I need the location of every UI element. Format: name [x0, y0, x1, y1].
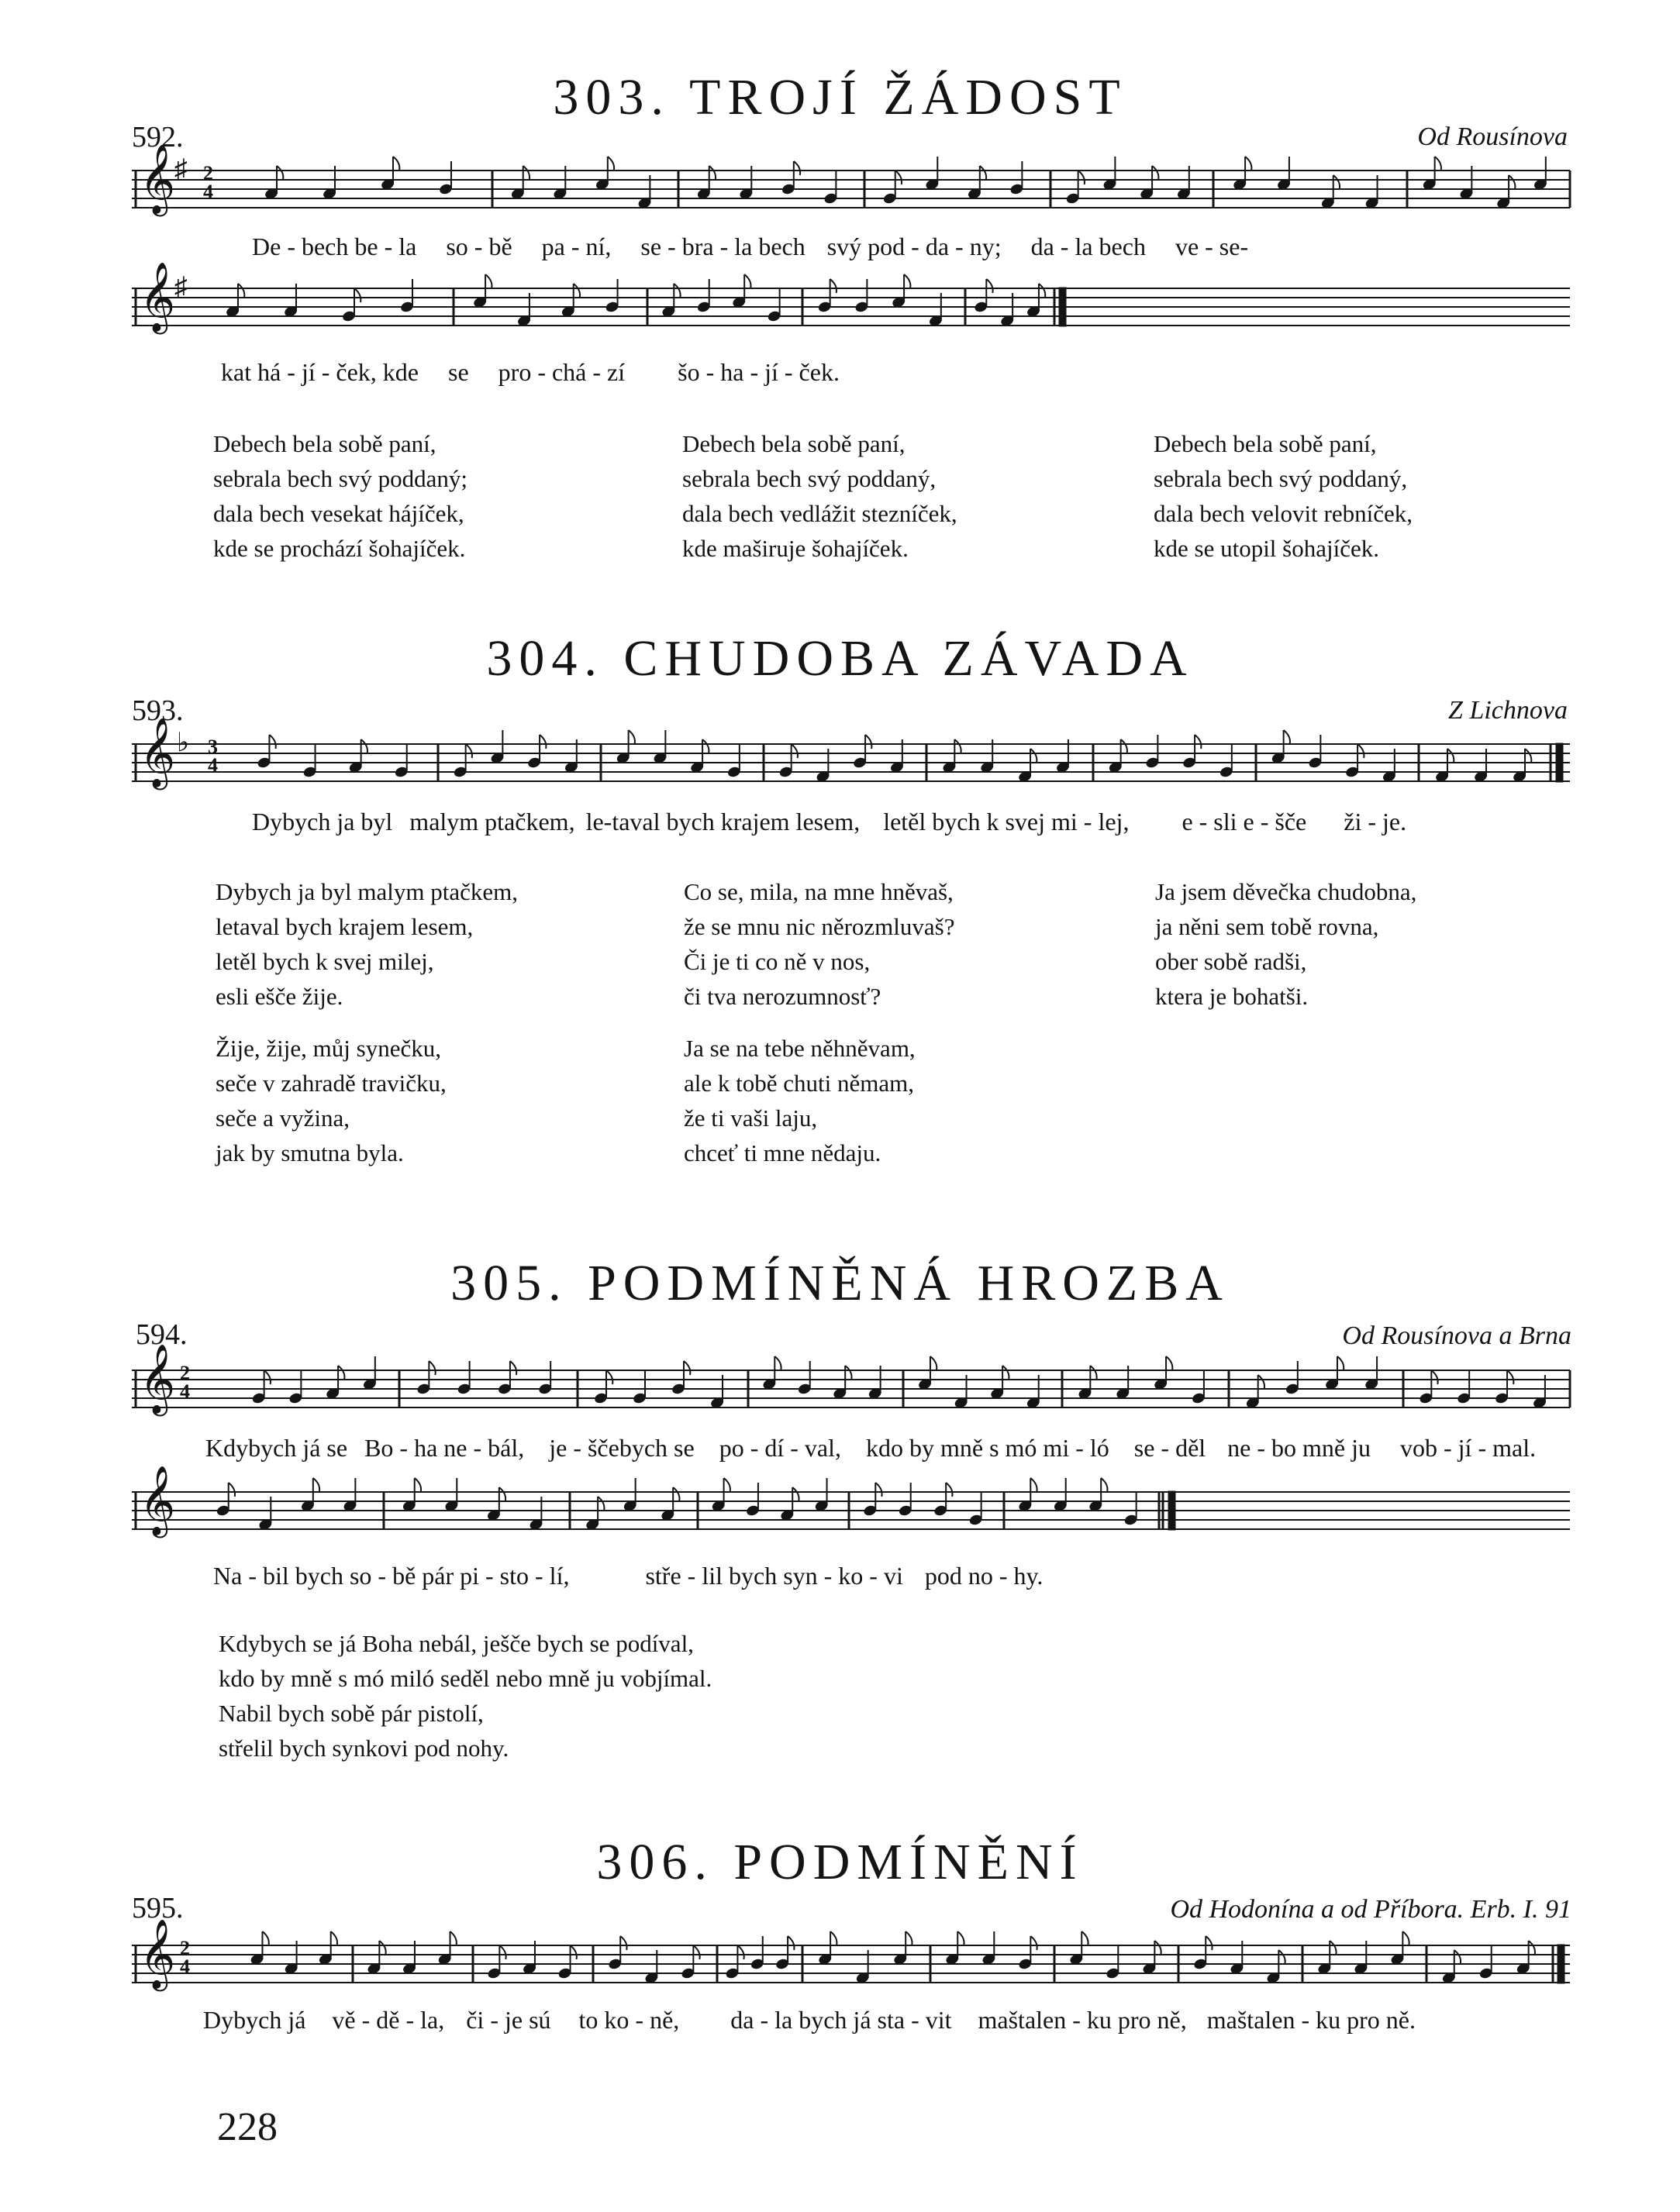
note-flag — [980, 166, 986, 180]
clef-treble-icon: 𝄞 — [140, 145, 176, 212]
note-flag — [1030, 1936, 1037, 1950]
note-flag — [269, 735, 275, 749]
note-flag — [1402, 1931, 1409, 1945]
song-title: 306. PODMÍNĚNÍ — [596, 1834, 1084, 1890]
note-flag — [904, 274, 910, 288]
note-flag — [354, 288, 360, 302]
stanza: Ja jsem děvečka chudobna, ja něni sem tobě rovna, ober sobě radši, ktera je bohatši. — [1155, 878, 1417, 1010]
note-flag — [1337, 1356, 1344, 1370]
note-flag — [264, 1370, 271, 1384]
note-flag — [1431, 1370, 1437, 1384]
note-flag — [338, 1366, 344, 1380]
note-flag — [629, 730, 635, 744]
note-flag — [895, 171, 902, 184]
note-flag — [845, 1366, 851, 1380]
time-signature: 2 4 — [180, 1937, 190, 1978]
note-flag — [608, 157, 614, 171]
notes-group — [225, 274, 1045, 327]
music-staff — [128, 155, 1574, 233]
note-flag — [774, 1356, 781, 1370]
melody-number: 594. — [136, 1318, 188, 1351]
note-flag — [1166, 1356, 1172, 1370]
note-flag — [1195, 735, 1201, 749]
note-flag — [1152, 166, 1158, 180]
music-staff — [128, 1476, 1574, 1554]
time-signature: 3 4 — [208, 736, 218, 777]
note-flag — [906, 1931, 912, 1945]
note-flag — [792, 744, 798, 758]
note-flag — [598, 1497, 604, 1511]
time-signature: 2 4 — [180, 1362, 190, 1403]
lyric-line: Kdybych já se Bo - ha ne - bál, je - ščebych se po - dí - val, kdo by mně s mó mi - ló se - děl ne - bo mně ju vob - jí - mal. — [205, 1434, 1537, 1462]
note-flag — [1284, 730, 1290, 744]
note-flag — [957, 1931, 964, 1945]
music-staff — [128, 1355, 1574, 1432]
note-flag — [523, 166, 530, 180]
lyric-line: Dybych ja byl malym ptačkem, le-taval bych krajem lesem, letěl bych k svej mi - lej, e - sli e - šče ži - je. — [252, 808, 1407, 836]
note-flag — [946, 1483, 952, 1497]
note-flag — [724, 1478, 730, 1492]
note-flag — [238, 284, 244, 298]
page-number: 228 — [217, 2105, 278, 2149]
lyric-line: De - bech be - la so - bě pa - ní, se - bra - la bech svý pod - da - ny; da - la bech ve - se- — [252, 233, 1249, 260]
note-flag — [450, 1931, 457, 1945]
lyric-line: Na - bil bych so - bě pár pi - sto - lí, stře - lil bych syn - ko - vi pod no - hy. — [213, 1562, 1044, 1590]
note-flag — [1154, 1941, 1161, 1955]
clef-treble-icon: 𝄞 — [140, 1920, 176, 1987]
note-flag — [986, 279, 992, 293]
notes-group — [250, 1931, 1535, 1984]
note-flag — [1039, 284, 1045, 298]
note-flag — [1509, 175, 1515, 189]
note-flag — [930, 1356, 937, 1370]
stanza: Debech bela sobě paní, sebrala bech svý poddaný, dala bech velovit rebníček, kde se utopil šohajíček. — [1154, 430, 1413, 562]
note-flag — [830, 1931, 837, 1945]
note-flag — [571, 1945, 577, 1959]
note-flag — [1002, 1366, 1009, 1380]
note-flag — [954, 739, 961, 753]
note-flag — [1206, 1936, 1212, 1950]
note-flag — [499, 1945, 505, 1959]
stanza: Debech bela sobě paní, sebrala bech svý poddaný, dala bech vedlážit stezníček, kde maširuje šohajíček. — [682, 430, 957, 562]
note-flag — [429, 1361, 435, 1375]
clef-treble-icon: 𝄞 — [140, 263, 176, 330]
lyric-line: kat há - jí - ček, kde se pro - chá - zí šo - ha - jí - ček. — [221, 358, 840, 386]
note-flag — [1357, 744, 1364, 758]
note-flag — [1529, 1941, 1535, 1955]
key-signature: ♭ — [177, 729, 190, 757]
note-flag — [1333, 175, 1340, 189]
note-flag — [229, 1483, 235, 1497]
note-flag — [1101, 1478, 1107, 1492]
stanza: Kdybych se já Boha nebál, ješče bych se podíval, kdo by mně s mó miló seděl nebo mně ju vobjímal. Nabil bych sobě pár pistolí, střelil bych synkovi pod nohy. — [219, 1630, 712, 1762]
clef-treble-icon: 𝄞 — [140, 1345, 176, 1412]
note-flag — [277, 166, 283, 180]
notes-group — [216, 1478, 1138, 1531]
note-flag — [1090, 1366, 1096, 1380]
note-flag — [709, 166, 716, 180]
note-flag — [1454, 1950, 1461, 1964]
note-flag — [574, 284, 580, 298]
note-flag — [1525, 749, 1531, 763]
melody-number: 592. — [132, 121, 184, 153]
notes-group — [251, 1356, 1547, 1409]
note-flag — [415, 1478, 421, 1492]
note-flag — [702, 739, 709, 753]
music-staff — [128, 729, 1574, 806]
song-source: Od Rousínova a Brna — [1342, 1321, 1571, 1350]
lyric-line: Dybych já vě - dě - la, či - je sú to ko - ně, da - la bych já sta - vit maštalen - ku pro ně, maštalen - ku pro ně. — [203, 2006, 1416, 2034]
note-flag — [1078, 171, 1085, 184]
note-flag — [794, 161, 800, 175]
note-flag — [1330, 1941, 1336, 1955]
song-source: Od Hodonína a od Příbora. Erb. I. 91 — [1170, 1895, 1571, 1924]
note-flag — [510, 1361, 516, 1375]
song-source: Od Rousínova — [1417, 122, 1568, 151]
note-flag — [830, 279, 837, 293]
stanza: Žije, žije, můj synečku, seče v zahradě travičku, seče a vyžina, jak by smutna byla. — [216, 1035, 447, 1166]
note-flag — [693, 1945, 699, 1959]
melody-number: 593. — [132, 694, 184, 727]
note-flag — [379, 1941, 385, 1955]
note-flag — [744, 274, 750, 288]
clef-treble-icon: 𝄞 — [140, 1466, 176, 1534]
song-title: 304. CHUDOBA ZÁVADA — [486, 630, 1194, 687]
clef-treble-icon: 𝄞 — [140, 718, 176, 786]
note-flag — [540, 735, 546, 749]
note-flag — [262, 1931, 268, 1945]
note-flag — [875, 1483, 881, 1497]
note-flag — [1278, 1950, 1285, 1964]
stanza: Co se, mila, na mne hněvaš, že se mnu nic něrozmluvaš? Či je ti co ně v nos, či tva nerozumnosť? — [684, 878, 955, 1010]
song-source: Z Lichnova — [1448, 696, 1568, 725]
note-flag — [485, 274, 492, 288]
note-flag — [606, 1370, 612, 1384]
note-flag — [499, 1487, 505, 1501]
note-flag — [684, 1361, 690, 1375]
note-flag — [331, 1931, 337, 1945]
key-signature: ♯ — [174, 155, 188, 184]
notes-group — [257, 730, 1531, 783]
notes-group — [264, 157, 1547, 209]
note-flag — [393, 157, 399, 171]
stanza: Dybych ja byl malym ptačkem, letaval bych krajem lesem, letěl bych k svej milej, esli ešče žije. — [216, 878, 518, 1010]
music-staff — [128, 1930, 1574, 2007]
note-flag — [1258, 1375, 1264, 1389]
note-flag — [792, 1487, 799, 1501]
note-flag — [1447, 749, 1454, 763]
note-flag — [466, 744, 472, 758]
song-title: 305. PODMÍNĚNÁ HROZBA — [450, 1255, 1230, 1311]
song-title: 303. TROJÍ ŽÁDOST — [553, 69, 1127, 126]
note-flag — [1030, 749, 1037, 763]
note-flag — [865, 735, 871, 749]
time-signature: 2 4 — [203, 162, 213, 203]
note-flag — [1245, 157, 1251, 171]
note-flag — [673, 1487, 679, 1501]
melody-number: 595. — [132, 1892, 184, 1924]
note-flag — [1121, 739, 1127, 753]
note-flag — [313, 1478, 319, 1492]
note-flag — [620, 1936, 626, 1950]
music-staff — [128, 273, 1574, 350]
stanza: Ja se na tebe něhněvam, ale k tobě chuti němam, že ti vaši laju, chceť ti mne nědaju. — [684, 1035, 916, 1166]
note-flag — [1507, 1370, 1513, 1384]
note-flag — [737, 1945, 743, 1959]
note-flag — [788, 1936, 794, 1950]
note-flag — [674, 284, 680, 298]
note-flag — [1435, 157, 1441, 171]
note-flag — [361, 739, 367, 753]
note-flag — [1081, 1931, 1088, 1945]
key-signature: ♯ — [174, 273, 188, 301]
stanza: Debech bela sobě paní, sebrala bech svý poddaný; dala bech vesekat hájíček, kde se prochází šohajíček. — [213, 430, 467, 562]
note-flag — [1030, 1478, 1037, 1492]
